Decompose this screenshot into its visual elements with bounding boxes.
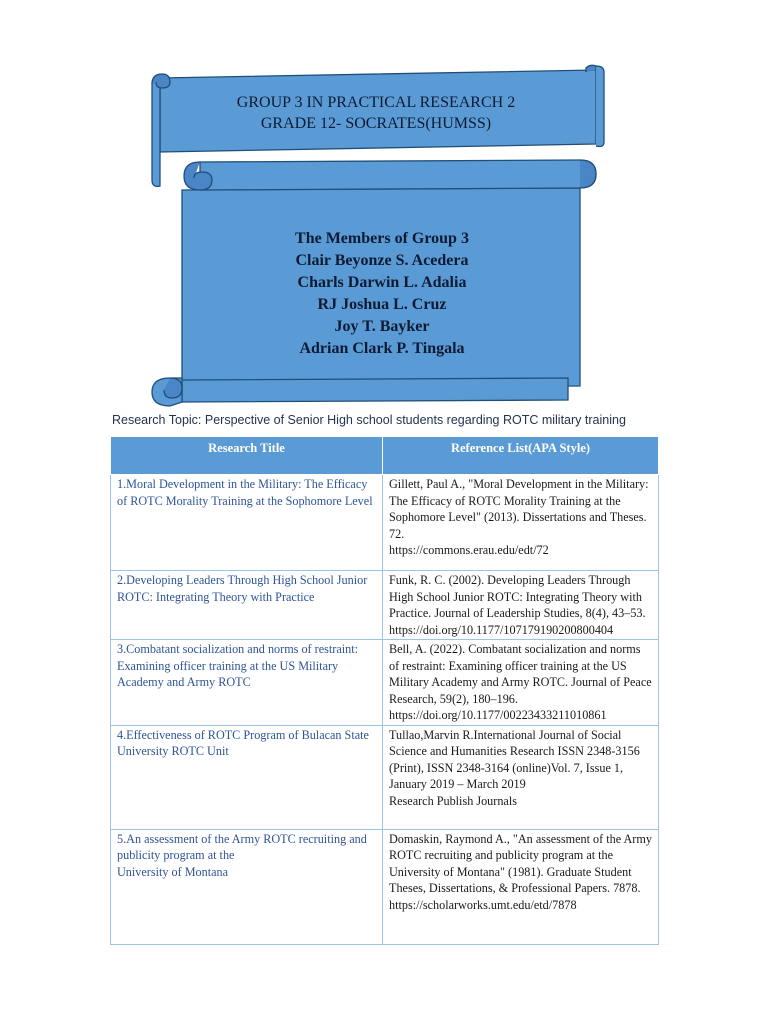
member-name: Clair Beyonze S. Acedera: [295, 252, 469, 269]
research-title-cell: 4.Effectiveness of ROTC Program of Bulacan State University ROTC Unit: [111, 725, 383, 829]
table-row: [111, 571, 659, 640]
research-title-cell: 1.Moral Development in the Military: The Efficacy of ROTC Morality Training at the Sophomore Level: [111, 475, 383, 571]
reference-cell: Gillett, Paul A., "Moral Development in the Military: The Efficacy of ROTC Morality Training at the Sophomore Level" (2013). Dissertations and Theses. 72. https://commons.erau.edu/edt/72: [383, 475, 659, 571]
header-research-title: Research Title: [111, 437, 383, 475]
reference-table: [110, 436, 659, 945]
header-reference-list: Reference List(APA Style): [383, 437, 659, 475]
member-name: Adrian Clark P. Tingala: [299, 340, 465, 357]
table-row: [111, 640, 659, 726]
members-list: [200, 228, 564, 360]
reference-cell: Bell, A. (2022). Combatant socialization and norms of restraint: Examining officer training at the US Military Academy and Army ROTC. Journal of Peace Research, 59(2), 180–196. https://doi.org/10.1177/00223433211010861: [383, 640, 659, 726]
banner-line-1: GROUP 3 IN PRACTICAL RESEARCH 2: [236, 94, 516, 111]
research-topic: Research Topic: Perspective of Senior High school students regarding ROTC military training: [112, 413, 626, 427]
members-heading: The Members of Group 3: [295, 230, 469, 247]
table-header-row: [111, 437, 659, 475]
banner-line-2: GRADE 12- SOCRATES(HUMSS): [260, 115, 492, 132]
reference-cell: Funk, R. C. (2002). Developing Leaders Through High School Junior ROTC: Integrating Theory with Practice. Journal of Leadership Studies, 8(4), 43–53. https://doi.org/10.1177/107179190200800404: [383, 571, 659, 640]
reference-cell: Tullao,Marvin R.International Journal of Social Science and Humanities Research ISSN 2348-3156 (Print), ISSN 2348-3164 (online)Vol. 7, Issue 1, January 2019 – March 2019 Research Publish Journals: [383, 725, 659, 829]
member-name: RJ Joshua L. Cruz: [317, 296, 447, 313]
research-title-cell: 3.Combatant socialization and norms of restraint: Examining officer training at the US Military Academy and Army ROTC: [111, 640, 383, 726]
member-name: Charls Darwin L. Adalia: [297, 274, 467, 291]
reference-cell: Domaskin, Raymond A., "An assessment of the Army ROTC recruiting and publicity program at the University of Montana" (1981). Graduate Student Theses, Dissertations, & Professional Papers. 7878. https://scholarworks.umt.edu/etd/7878: [383, 829, 659, 944]
table-row: [111, 725, 659, 829]
research-title-cell: 2.Developing Leaders Through High School Junior ROTC: Integrating Theory with Practice: [111, 571, 383, 640]
member-name: Joy T. Bayker: [334, 318, 430, 335]
table-row: [111, 475, 659, 571]
research-title-cell: 5.An assessment of the Army ROTC recruiting and publicity program at the University of Montana: [111, 829, 383, 944]
table-row: [111, 829, 659, 944]
banner-title: [160, 92, 592, 134]
